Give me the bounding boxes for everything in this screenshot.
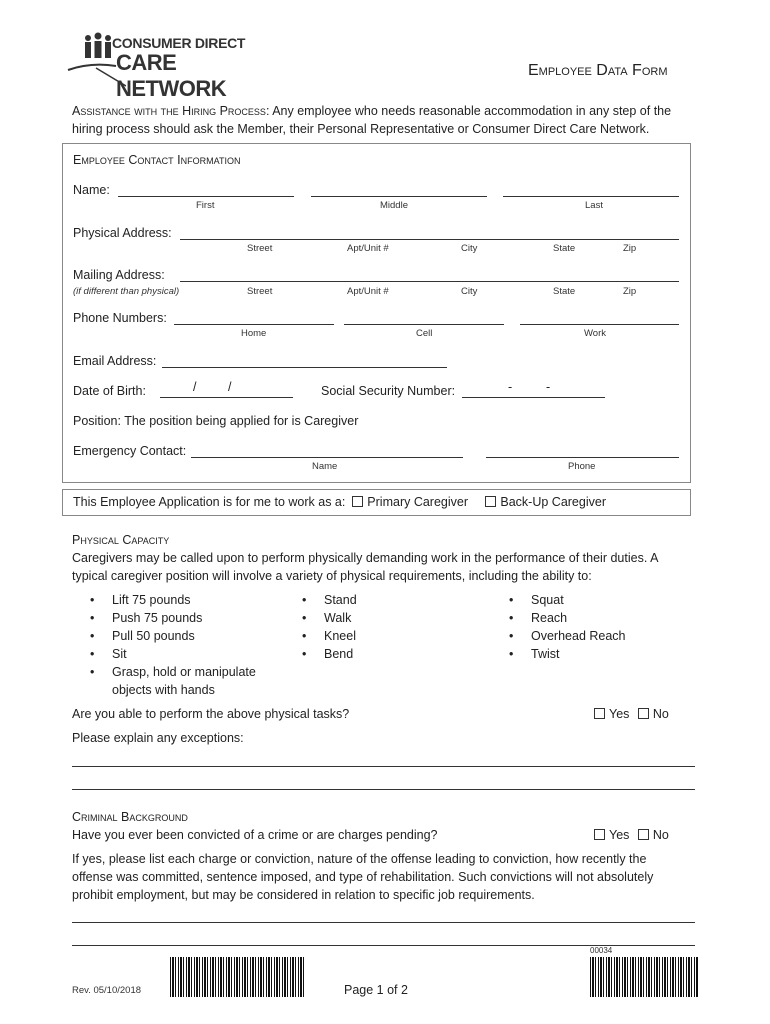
state-caption: State (553, 243, 576, 254)
physical-intro2: typical caregiver position will involve a variety of physical requirements, including the ability to: (72, 569, 592, 583)
mailing-apt-caption: Apt/Unit # (347, 286, 389, 297)
list-item: Squat (531, 593, 564, 607)
position-text: Position: The position being applied for is Caregiver (73, 414, 359, 428)
criminal-yes-no (594, 828, 669, 842)
list-item: Sit (112, 647, 127, 661)
bullet-icon: • (302, 629, 307, 643)
physical-intro1: Caregivers may be called upon to perform physically demanding work in the performance of their duties. A (72, 551, 659, 565)
bullet-icon: • (90, 593, 95, 607)
apt-caption: Apt/Unit # (347, 243, 389, 254)
logo-line1: CONSUMER DIRECT (112, 35, 246, 51)
physical-yes-no (594, 707, 669, 721)
emergency-phone-caption: Phone (568, 461, 596, 472)
list-item: Grasp, hold or manipulate (112, 665, 256, 679)
name-label: Name: (73, 183, 110, 197)
ssn-field[interactable] (462, 397, 605, 398)
ssn-separator-1: - (508, 380, 513, 394)
physical-yes-label: Yes (609, 707, 630, 721)
zip-caption: Zip (623, 243, 637, 254)
list-item: Push 75 pounds (112, 611, 203, 625)
form-title: Employee Data Form (528, 62, 668, 79)
physical-no-label: No (652, 707, 669, 721)
home-phone-field[interactable] (174, 324, 334, 325)
street-caption: Street (247, 243, 273, 254)
criminal-question: Have you ever been convicted of a crime or are charges pending? (72, 828, 438, 842)
criminal-yes-checkbox[interactable] (594, 829, 605, 840)
physical-question: Are you able to perform the above physical tasks? (72, 707, 350, 721)
application-text: This Employee Application is for me to work as a: (73, 495, 346, 509)
physical-heading: Physical Capacity (72, 533, 170, 547)
primary-caregiver-label: Primary Caregiver (367, 495, 469, 509)
barcode-right (590, 957, 698, 997)
criminal-heading: Criminal Background (72, 810, 188, 824)
assistance-text2: hiring process should ask the Member, their Personal Representative or Consumer Direct Care Network. (72, 122, 650, 136)
mailing-city-caption: City (461, 286, 478, 297)
bullet-icon: • (90, 611, 95, 625)
emergency-contact-label: Emergency Contact: (73, 444, 187, 458)
bullet-icon: • (509, 593, 514, 607)
work-caption: Work (584, 328, 606, 339)
list-item: Pull 50 pounds (112, 629, 195, 643)
criminal-text3: prohibit employment, but may be considered in relation to specific job requirements. (72, 888, 535, 902)
dob-label: Date of Birth: (73, 384, 146, 398)
bullet-icon: • (90, 665, 95, 679)
email-field[interactable] (162, 367, 447, 368)
assistance-label: Assistance with the Hiring Process: (72, 104, 270, 118)
dob-field[interactable] (160, 397, 293, 398)
backup-caregiver-label: Back-Up Caregiver (500, 495, 606, 509)
cell-caption: Cell (416, 328, 433, 339)
criminal-text2: offense was committed, sentence imposed, and type of rehabilitation. Such convictions will not absolutely (72, 870, 654, 884)
emergency-name-field[interactable] (191, 457, 463, 458)
list-item-continuation: objects with hands (112, 683, 215, 697)
physical-address-field[interactable] (180, 239, 679, 240)
criminal-yes-label: Yes (609, 828, 630, 842)
bullet-icon: • (302, 647, 307, 661)
bullet-icon: • (90, 647, 95, 661)
assistance-paragraph (72, 104, 671, 118)
ssn-separator-2: - (546, 380, 551, 394)
exceptions-line-2[interactable] (72, 789, 695, 790)
form-code: 00034 (590, 946, 613, 955)
criminal-text1: If yes, please list each charge or conviction, nature of the offense leading to conviction, how recently the (72, 852, 647, 866)
city-caption: City (461, 243, 478, 254)
dob-separator-2: / (228, 380, 232, 394)
assistance-text1: Any employee who needs reasonable accommodation in any step of the (272, 104, 672, 118)
last-caption: Last (585, 200, 603, 211)
emergency-name-caption: Name (312, 461, 338, 472)
bullet-icon: • (509, 629, 514, 643)
ssn-label: Social Security Number: (321, 384, 456, 398)
mailing-state-caption: State (553, 286, 576, 297)
bullet-icon: • (302, 593, 307, 607)
mailing-address-field[interactable] (180, 281, 679, 282)
dob-separator-1: / (193, 380, 197, 394)
bullet-icon: • (302, 611, 307, 625)
middle-name-field[interactable] (311, 196, 487, 197)
middle-caption: Middle (380, 200, 408, 211)
first-caption: First (196, 200, 215, 211)
physical-address-label: Physical Address: (73, 226, 172, 240)
logo-line2: CARE NETWORK (116, 50, 227, 101)
criminal-line-1[interactable] (72, 922, 695, 923)
list-item: Bend (324, 647, 354, 661)
backup-caregiver-checkbox[interactable] (485, 496, 496, 507)
phone-numbers-label: Phone Numbers: (73, 311, 167, 325)
bullet-icon: • (509, 611, 514, 625)
bullet-icon: • (90, 629, 95, 643)
cell-phone-field[interactable] (344, 324, 504, 325)
logo (66, 32, 256, 101)
mailing-zip-caption: Zip (623, 286, 637, 297)
list-item: Stand (324, 593, 357, 607)
criminal-no-checkbox[interactable] (638, 829, 649, 840)
primary-caregiver-checkbox[interactable] (352, 496, 363, 507)
list-item: Overhead Reach (531, 629, 626, 643)
list-item: Lift 75 pounds (112, 593, 191, 607)
logo-swoosh-icon (66, 58, 126, 88)
mailing-street-caption: Street (247, 286, 273, 297)
last-name-field[interactable] (503, 196, 679, 197)
page-number: Page 1 of 2 (344, 983, 408, 997)
work-phone-field[interactable] (520, 324, 679, 325)
bullet-icon: • (509, 647, 514, 661)
criminal-no-label: No (652, 828, 669, 842)
list-item: Walk (324, 611, 352, 625)
physical-yes-checkbox[interactable] (594, 708, 605, 719)
email-label: Email Address: (73, 354, 157, 368)
exceptions-line-1[interactable] (72, 766, 695, 767)
physical-no-checkbox[interactable] (638, 708, 649, 719)
mailing-note: (if different than physical) (73, 286, 180, 297)
list-item: Kneel (324, 629, 356, 643)
home-caption: Home (241, 328, 267, 339)
application-row (73, 495, 606, 509)
explain-label: Please explain any exceptions: (72, 731, 244, 745)
list-item: Reach (531, 611, 568, 625)
contact-heading: Employee Contact Information (73, 153, 241, 167)
barcode-left (170, 957, 306, 997)
revision-date: Rev. 05/10/2018 (72, 985, 142, 996)
emergency-phone-field[interactable] (486, 457, 679, 458)
list-item: Twist (531, 647, 560, 661)
first-name-field[interactable] (118, 196, 294, 197)
mailing-address-label: Mailing Address: (73, 268, 165, 282)
